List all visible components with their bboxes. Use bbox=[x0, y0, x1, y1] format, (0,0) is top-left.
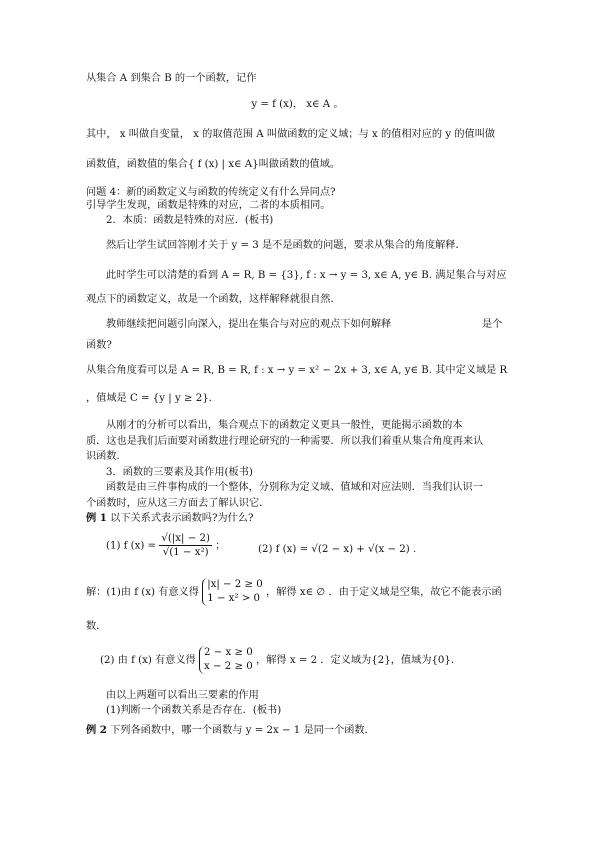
text-line: 识函数． bbox=[86, 451, 127, 462]
example-1-heading bbox=[86, 512, 253, 525]
text-line: 3．函数的三要素及其作用(板书) bbox=[106, 467, 253, 478]
text-line: 其中， x 叫做自变量， x 的取值范围 A 叫做函数的定义域；与 x 的值相对应的 y 的值叫做 bbox=[86, 129, 496, 140]
text-line: 函数值，函数值的集合{ f (x) | x∈ A}叫做函数的值域。 bbox=[86, 159, 341, 170]
text-line: (1)判断一个函数关系是否存在．(板书) bbox=[106, 705, 282, 716]
equation-system: 2 − x ≥ 0 x − 2 ≥ 0 bbox=[199, 646, 253, 674]
example-label: 例 2 bbox=[86, 724, 107, 736]
example-label: 例 1 bbox=[86, 512, 107, 524]
fraction: $\frac{√(|x| - 2)}{\text{√(1 − x²)}}$ bbox=[161, 533, 210, 558]
example-2-heading bbox=[86, 724, 375, 737]
text-line: 由以上两题可以看出三要素的作用 bbox=[106, 690, 259, 701]
text-line: 观点下的函数定义，故是一个函数，这样解释就很自然． bbox=[86, 294, 341, 305]
formula-1: (1) f (x) = $\frac{√(|x| - 2)}{\text{√(1 − x²)}}$ ； bbox=[106, 533, 226, 558]
formula-line: y = f (x)， x∈ A 。 bbox=[251, 99, 344, 110]
text-line: 引导学生发现，函数是特殊的对应，二者的本质相同。 bbox=[86, 200, 331, 211]
formula-2: (2) f (x) = √(2 − x) + √(x − 2) . bbox=[258, 544, 417, 555]
text-line: ，值域是 C = {y | y ≥ 2}． bbox=[86, 393, 219, 404]
text-line: 从集合 A 到集合 B 的一个函数，记作 bbox=[86, 73, 257, 84]
solution-2: (2) 由 f (x) 有意义得 2 − x ≥ 0 x − 2 ≥ 0 ，解得 x = 2 ．定义域为{2}，值域为{0}． bbox=[100, 647, 462, 672]
text-line: 从集合角度看可以是 A = R, B = R, f : x → y = x² − 2x + 3, x∈ A, y∈ B. 其中定义域是 R bbox=[86, 365, 508, 376]
text-line: 个函数时，应从这三方面去了解认识它． bbox=[86, 498, 270, 509]
example-text: 以下关系式表示函数吗?为什么? bbox=[110, 513, 254, 524]
text-line: 从刚才的分析可以看出，集合观点下的函数定义更具一般性，更能揭示函数的本 bbox=[106, 420, 463, 431]
text-line: 质．这也是我们后面要对函数进行理论研究的一种需要．所以我们着重从集合角度再来认 bbox=[86, 436, 484, 447]
text-line: 问题 4：新的函数定义与函数的传统定义有什么异同点? bbox=[86, 187, 336, 198]
text-line: 此时学生可以清楚的看到 A = R, B = {3}, f : x → y = 3, x∈ A, y∈ B. 满足集合与对应 bbox=[106, 270, 507, 281]
text-line: 是个 bbox=[482, 319, 503, 330]
text-line: 数． bbox=[86, 621, 107, 632]
text-line: 然后让学生试回答刚才关于 y = 3 是不是函数的问题，要求从集合的角度解释． bbox=[106, 240, 466, 251]
equation-system: |x| − 2 ≥ 0 1 − x² > 0 bbox=[202, 578, 263, 606]
example-text: 下列各函数中，哪一个函数与 y = 2x − 1 是同一个函数． bbox=[110, 725, 375, 736]
text-line: 函数? bbox=[86, 340, 112, 351]
solution-1: 解：(1)由 f (x) 有意义得 |x| − 2 ≥ 0 1 − x² > 0 ，解得 x∈ ∅ ．由于定义域是空集，故它不能表示函 bbox=[86, 579, 502, 604]
text-line: 函数是由三件事构成的一个整体，分别称为定义域、值域和对应法则．当我们认识一 bbox=[106, 482, 483, 493]
text-line: 教师继续把问题引向深入，提出在集合与对应的观点下如何解释 bbox=[106, 319, 392, 330]
text-line: 2．本质：函数是特殊的对应．(板书) bbox=[106, 215, 274, 226]
